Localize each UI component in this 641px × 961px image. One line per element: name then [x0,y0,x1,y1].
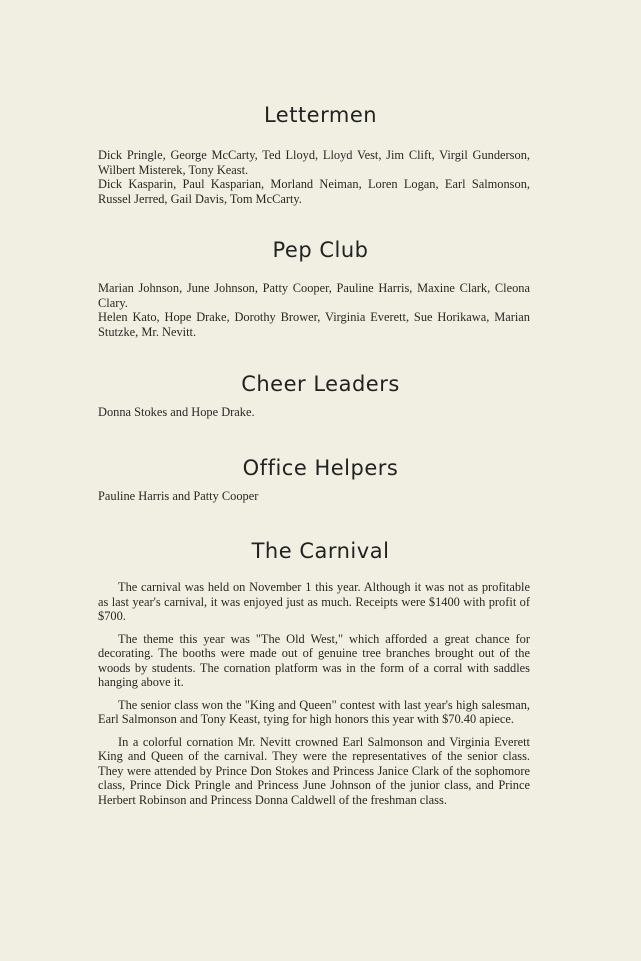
cheer-leaders-paragraph: Donna Stokes and Hope Drake. [98,405,255,419]
cheer-leaders-list [98,405,530,420]
carnival-paragraph: The carnival was held on November 1 this year. Although it was not as profitable as last year's carnival, it was enjoyed just as much. Receipts were $1400 with profit of $700. [98,580,530,623]
pep-club-list [98,281,530,339]
pep-club-paragraph: Marian Johnson, June Johnson, Patty Cooper, Pauline Harris, Maxine Clark, Cleona Clary. [98,281,530,310]
carnival-article [98,580,530,807]
office-helpers-heading: Office Helpers [242,456,399,480]
carnival-heading: The Carnival [251,539,390,563]
office-helpers-paragraph: Pauline Harris and Patty Cooper [98,489,259,503]
carnival-paragraph: In a colorful cornation Mr. Nevitt crowned Earl Salmonson and Virginia Everett King and Queen of the carnival. They were the representatives of the senior class. They were attended by Prince Don Stokes and Princess Janice Clark of the sophomore class, Prince Dick Pringle and Princess June Johnson of the junior class, and Prince Herbert Robinson and Princess Donna Caldwell of the freshman class. [98,734,530,807]
office-helpers-list [98,489,530,504]
pep-club-paragraph: Helen Kato, Hope Drake, Dorothy Brower, Virginia Everett, Sue Horikawa, Marian Stutzke, Mr. Nevitt. [98,310,530,339]
lettermen-paragraph: Dick Kasparin, Paul Kasparian, Morland Neiman, Loren Logan, Earl Salmonson, Russel Jerred, Gail Davis, Tom McCarty. [98,177,530,206]
cheer-leaders-heading: Cheer Leaders [241,372,400,396]
carnival-paragraph: The senior class won the "King and Queen" contest with last year's high salesman, Earl Salmonson and Tony Keast, tying for high honors this year with $70.40 apiece. [98,697,530,726]
carnival-paragraph: The theme this year was "The Old West," which afforded a great chance for decorating. The booths were made out of genuine tree branches brought out of the woods by students. The cornation platform was in the form of a corral with saddles hanging above it. [98,631,530,689]
lettermen-heading: Lettermen [263,103,378,127]
lettermen-list [98,148,530,206]
pep-club-heading: Pep Club [272,238,369,262]
lettermen-paragraph: Dick Pringle, George McCarty, Ted Lloyd, Lloyd Vest, Jim Clift, Virgil Gunderson, Wilbert Misterek, Tony Keast. [98,148,530,177]
